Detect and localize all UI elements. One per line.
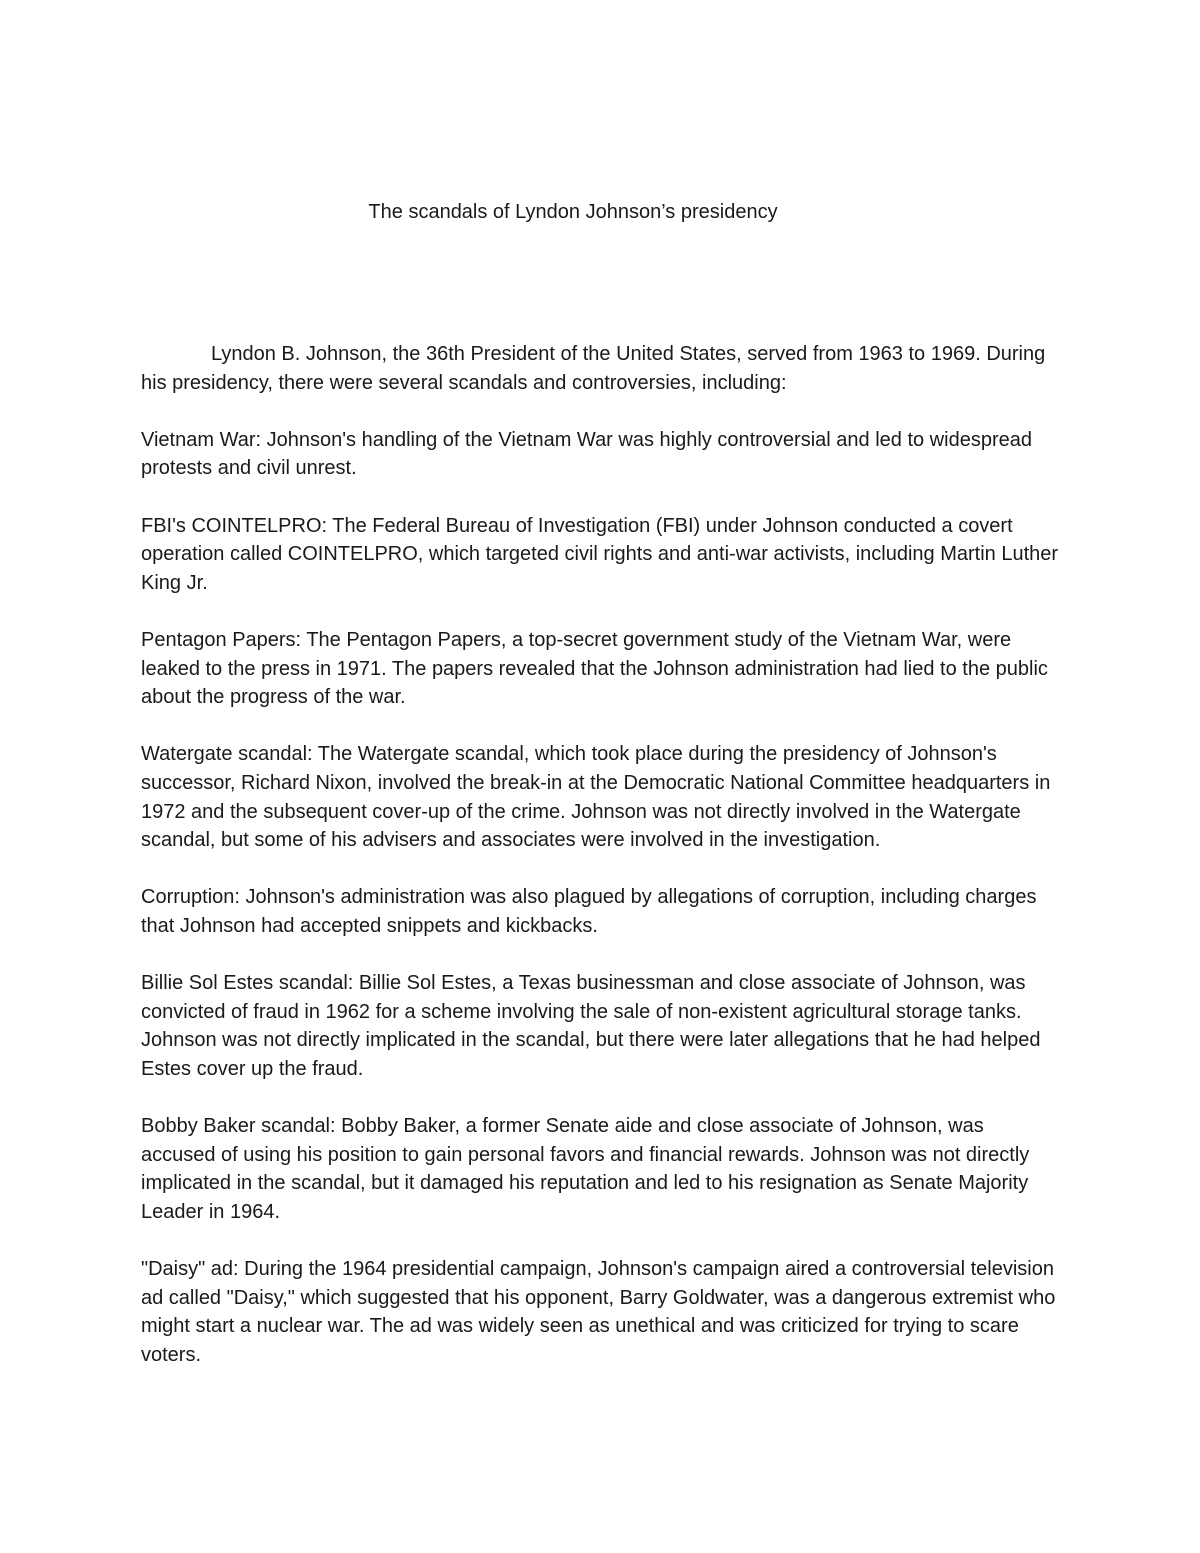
paragraph-watergate: Watergate scandal: The Watergate scandal, which took place during the presidency of Johnson's successor, Richard Nixon, involved the break-in at the Democratic National Committee headquarters in 1972 and the subsequent cover-up of the crime. Johnson was not directly involved in the Watergate scandal, but some of his advisers and associates were involved in the investigation. xyxy=(141,743,1051,852)
paragraph-bobby-baker: Bobby Baker scandal: Bobby Baker, a former Senate aide and close associate of Johnson, was accused of using his position to gain personal favors and financial rewards. Johnson was not directly implicated in the scandal, but it damaged his reputation and led to his resignation as Senate Majority Leader in 1964. xyxy=(141,1115,1030,1223)
document-body xyxy=(141,340,1061,1398)
paragraph-cointelpro: FBI's COINTELPRO: The Federal Bureau of Investigation (FBI) under Johnson conducted a covert operation called COINTELPRO, which targeted civil rights and anti-war activists, including Martin Luther King Jr. xyxy=(141,514,1059,594)
paragraph-intro: Lyndon B. Johnson, the 36th President of the United States, served from 1963 to 1969. During his presidency, there were several scandals and controversies, including: xyxy=(141,343,1046,394)
paragraph-corruption: Corruption: Johnson's administration was also plagued by allegations of corruption, including charges that Johnson had accepted snippets and kickbacks. xyxy=(141,886,1037,937)
document-title: The scandals of Lyndon Johnson’s presidency xyxy=(368,201,778,223)
paragraph-vietnam-war: Vietnam War: Johnson's handling of the Vietnam War was highly controversial and led to widespread protests and civil unrest. xyxy=(141,428,1032,480)
paragraph-pentagon-papers: Pentagon Papers: The Pentagon Papers, a top-secret government study of the Vietnam War, were leaked to the press in 1971. The papers revealed that the Johnson administration had lied to the public about the progress of the war. xyxy=(141,628,1048,709)
paragraph-billie-sol-estes: Billie Sol Estes scandal: Billie Sol Estes, a Texas businessman and close associate of Johnson, was convicted of fraud in 1962 for a scheme involving the sale of non-existent agricultural storage tanks. Johnson was not directly implicated in the scandal, but there were later allegations that he had helped Estes cover up the fraud. xyxy=(141,972,1041,1080)
paragraph-daisy-ad: "Daisy" ad: During the 1964 presidential campaign, Johnson's campaign aired a controversial television ad called "Daisy," which suggested that his opponent, Barry Goldwater, was a dangerous extremist who might start a nuclear war. The ad was widely seen as unethical and was criticized for trying to scare voters. xyxy=(141,1258,1056,1366)
